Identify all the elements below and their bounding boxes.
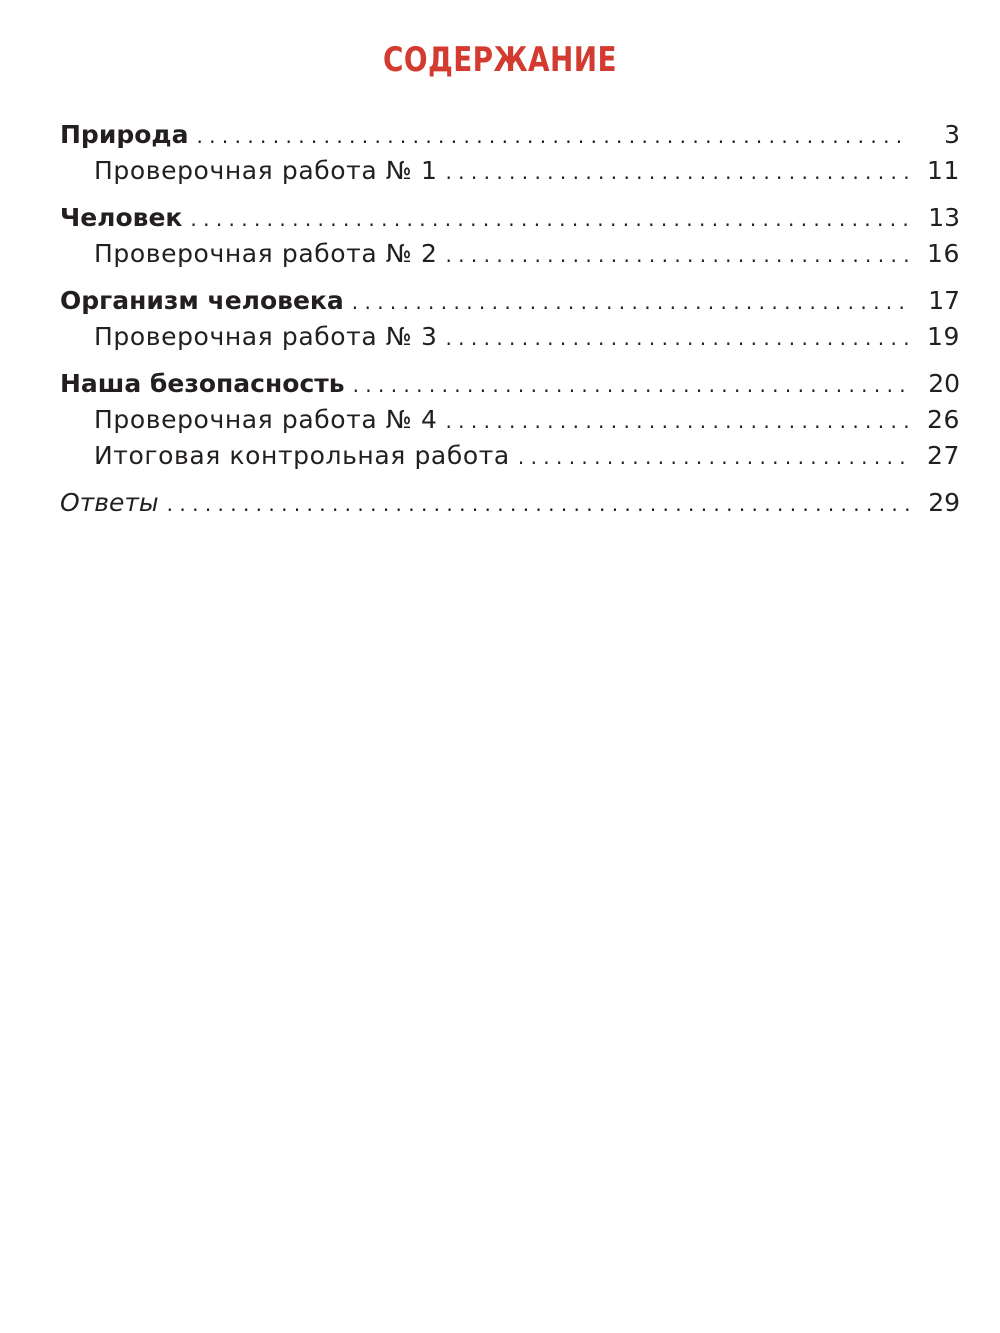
- toc-entry-label: Проверочная работа № 3: [94, 322, 438, 351]
- dot-leader: [352, 284, 910, 320]
- toc-entry[interactable]: [60, 366, 960, 402]
- dot-leader: [445, 403, 910, 439]
- toc-entry-label: Проверочная работа № 4: [94, 405, 438, 434]
- toc-page-number: 11: [926, 156, 960, 185]
- toc-page-number: 17: [928, 286, 960, 315]
- toc-entry[interactable]: [60, 402, 960, 438]
- dot-leader: [445, 154, 910, 190]
- toc-entry[interactable]: [60, 236, 960, 272]
- toc-page-number: 19: [926, 322, 960, 351]
- toc-entry-label: Организм человека: [60, 286, 344, 315]
- dot-leader: [518, 439, 910, 475]
- toc-entry[interactable]: [60, 319, 960, 355]
- toc-page-number: 27: [926, 441, 960, 470]
- toc-entry[interactable]: [60, 485, 960, 521]
- dot-leader: [445, 320, 910, 356]
- toc-entry[interactable]: [60, 117, 960, 153]
- toc-page-number: 13: [928, 203, 960, 232]
- toc-entry[interactable]: [60, 438, 960, 474]
- dot-leader: [190, 201, 910, 237]
- toc-page-number: 29: [928, 488, 960, 517]
- toc-entry-label: Проверочная работа № 2: [94, 239, 438, 268]
- toc-entry-label: Итоговая контрольная работа: [94, 441, 510, 470]
- dot-leader: [353, 367, 910, 403]
- toc-page-number: 20: [928, 369, 960, 398]
- toc-page-number: 16: [926, 239, 960, 268]
- dot-leader: [196, 118, 910, 154]
- table-of-contents: [60, 117, 960, 521]
- toc-page-number: 26: [926, 405, 960, 434]
- toc-entry[interactable]: [60, 283, 960, 319]
- toc-entry[interactable]: [60, 200, 960, 236]
- dot-leader: [167, 486, 910, 522]
- toc-entry-label: Природа: [60, 120, 189, 149]
- page-title: СОДЕРЖАНИЕ: [382, 40, 617, 80]
- toc-entry-label: Ответы: [60, 488, 159, 517]
- toc-entry[interactable]: [60, 153, 960, 189]
- toc-page-number: 3: [944, 120, 960, 149]
- toc-entry-label: Человек: [60, 203, 183, 232]
- dot-leader: [445, 237, 910, 273]
- toc-entry-label: Проверочная работа № 1: [94, 156, 438, 185]
- toc-entry-label: Наша безопасность: [60, 369, 345, 398]
